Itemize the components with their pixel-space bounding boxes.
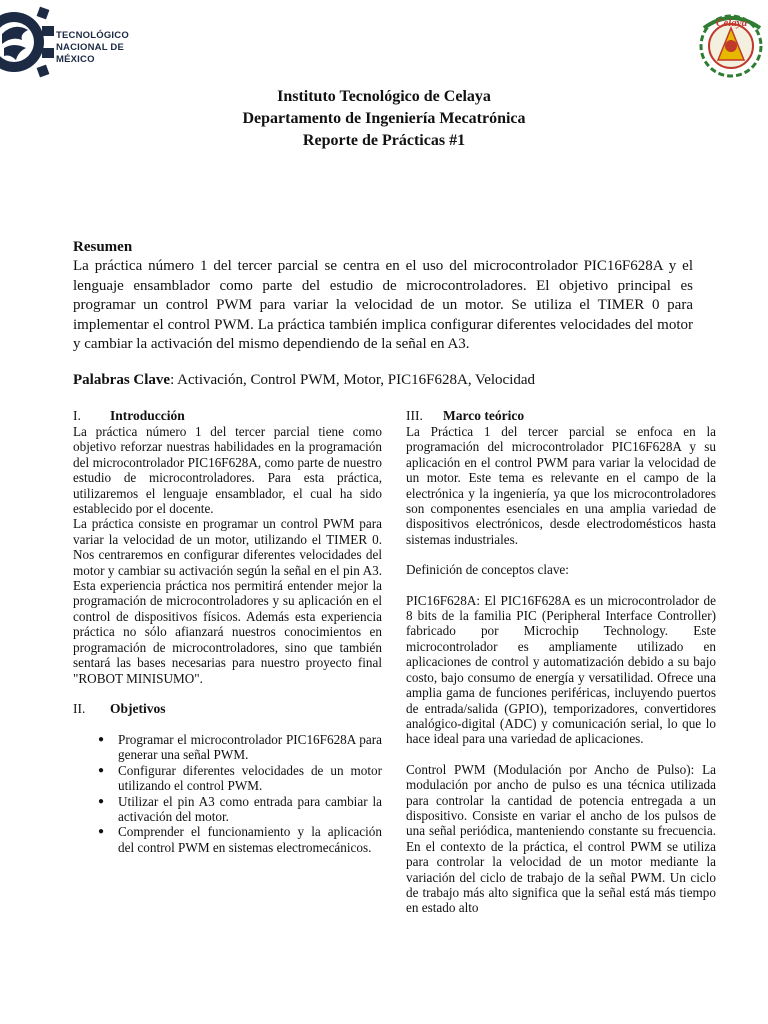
tecnm-name-line1: TECNOLÓGICO	[56, 30, 129, 41]
intro-heading	[73, 408, 382, 424]
objectives-number: II.	[73, 700, 86, 716]
objectives-title: Objetivos	[110, 700, 166, 716]
objective-text: Programar el microcontrolador PIC16F628A para generar una señal PWM.	[118, 731, 382, 763]
list-item	[73, 763, 382, 794]
intro-number: I.	[73, 408, 81, 423]
abstract-section	[73, 238, 693, 354]
left-column	[73, 408, 382, 855]
keywords-value: : Activación, Control PWM, Motor, PIC16F628A, Velocidad	[170, 372, 536, 388]
itc-celaya-logo	[694, 6, 768, 82]
abstract-body: La práctica número 1 del tercer parcial se centra en el uso del microcontrolador PIC16F628A y el lenguaje ensamblador como parte del estudio de microcontroladores. El objetivo principal es programar un control PWM para variar la velocidad de un motor. Se utiliza el TIMER 0 para implementar el control PWM. La práctica también implica configurar diferentes velocidades del motor y cambiar la activación del mismo dependiendo de la señal en A3.	[73, 258, 693, 353]
objectives-list	[73, 732, 382, 855]
department-title: Departamento de Ingeniería Mecatrónica	[242, 110, 526, 127]
framework-paragraph-1: La Práctica 1 del tercer parcial se enfoca en la programación del microcontrolador PIC16F628A y su aplicación en el control PWM para variar la velocidad de un motor. Este tema es relevante en el campo de la electrónica y la ingeniería, ya que los microcontroladores son componentes esenciales en una amplia variedad de dispositivos electrónicos, desde electrodomésticos hasta sistemas industriales.	[406, 424, 716, 547]
celaya-emblem-icon	[694, 6, 768, 82]
bullet-icon: ●	[98, 826, 105, 838]
bullet-icon: ●	[98, 733, 105, 745]
framework-title: Marco teórico	[443, 408, 525, 423]
abstract-heading: Resumen	[73, 239, 133, 255]
document-header	[0, 86, 768, 152]
intro-title: Introducción	[110, 408, 185, 423]
objective-text: Utilizar el pin A3 como entrada para cambiar la activación del motor.	[118, 793, 382, 824]
right-column	[406, 408, 716, 916]
intro-paragraph-2: La práctica consiste en programar un control PWM para variar la velocidad de un motor, utilizando el TIMER 0. Nos centraremos en configurar diferentes velocidades del motor y cambiar su activación según la señal en el pin A3. Esta experiencia práctica nos permitirá entender mejor la programación de microcontroladores y su aplicación en el control de dispositivos físicos. Además esta experiencia práctica no sólo afianzará nuestros conocimientos en programación de microcontroladores, sino que también sentará las bases necesarias para nuestro proyecto final "ROBOT MINISUMO".	[73, 516, 382, 686]
objective-text: Configurar diferentes velocidades de un motor utilizando el control PWM.	[118, 762, 382, 794]
bullet-icon: ●	[98, 764, 105, 776]
framework-paragraph-3: PIC16F628A: El PIC16F628A es un microcontrolador de 8 bits de la familia PIC (Peripheral Interface Controller) fabricado por Microchip Technology. Este microcontrolador es ampliamente utilizado en aplicaciones de control y automatización debido a su bajo costo, bajo consumo de energía y versatilidad. Ofrece una amplia gama de funciones periféricas, incluyendo puertos de entrada/salida (GPIO), temporizadores, convertidores analógico-digital (ADC) y comunicación serial, lo que lo hace ideal para una variedad de aplicaciones.	[406, 592, 716, 747]
framework-paragraph-4: Control PWM (Modulación por Ancho de Pulso): La modulación por ancho de pulso es una técnica utilizada para controlar la cantidad de potencia entregada a un dispositivo. Consiste en variar el ancho de los pulsos de una señal periódica, manteniendo constante su frecuencia. En el contexto de la práctica, el control PWM se utiliza para controlar la velocidad de un motor mediante la variación del ciclo de trabajo de la señal PWM. Un ciclo de trabajo más alto significa que la señal está más tiempo en estado alto	[406, 761, 716, 916]
institute-title: Instituto Tecnológico de Celaya	[277, 88, 491, 105]
tecnm-name-line2: NACIONAL DE MÉXICO	[56, 42, 124, 65]
framework-paragraph-2: Definición de conceptos clave:	[406, 562, 569, 578]
intro-paragraph-1: La práctica número 1 del tercer parcial tiene como objetivo reforzar nuestras habilidades en la programación del microcontrolador PIC16F628A, como parte de nuestro estudio de microcontroladores. Para esta práctica, utilizaremos el lenguaje ensamblador, el cual ha sido establecido por el docente.	[73, 424, 382, 517]
framework-heading	[406, 408, 716, 424]
objectives-heading	[73, 701, 382, 717]
framework-number: III.	[406, 408, 423, 423]
tecnm-gear-icon	[0, 4, 54, 82]
celaya-wordmark: Celaya	[716, 17, 748, 29]
tecnm-logo	[0, 4, 160, 82]
bullet-icon: ●	[98, 795, 105, 807]
keywords-line	[73, 371, 535, 390]
keywords-label: Palabras Clave	[73, 372, 171, 388]
report-title: Reporte de Prácticas #1	[302, 132, 466, 149]
objective-text: Comprender el funcionamiento y la aplicación del control PWM en sistemas electromecánicos.	[118, 824, 382, 855]
list-item	[73, 732, 382, 763]
list-item	[73, 794, 382, 825]
list-item	[73, 824, 382, 855]
